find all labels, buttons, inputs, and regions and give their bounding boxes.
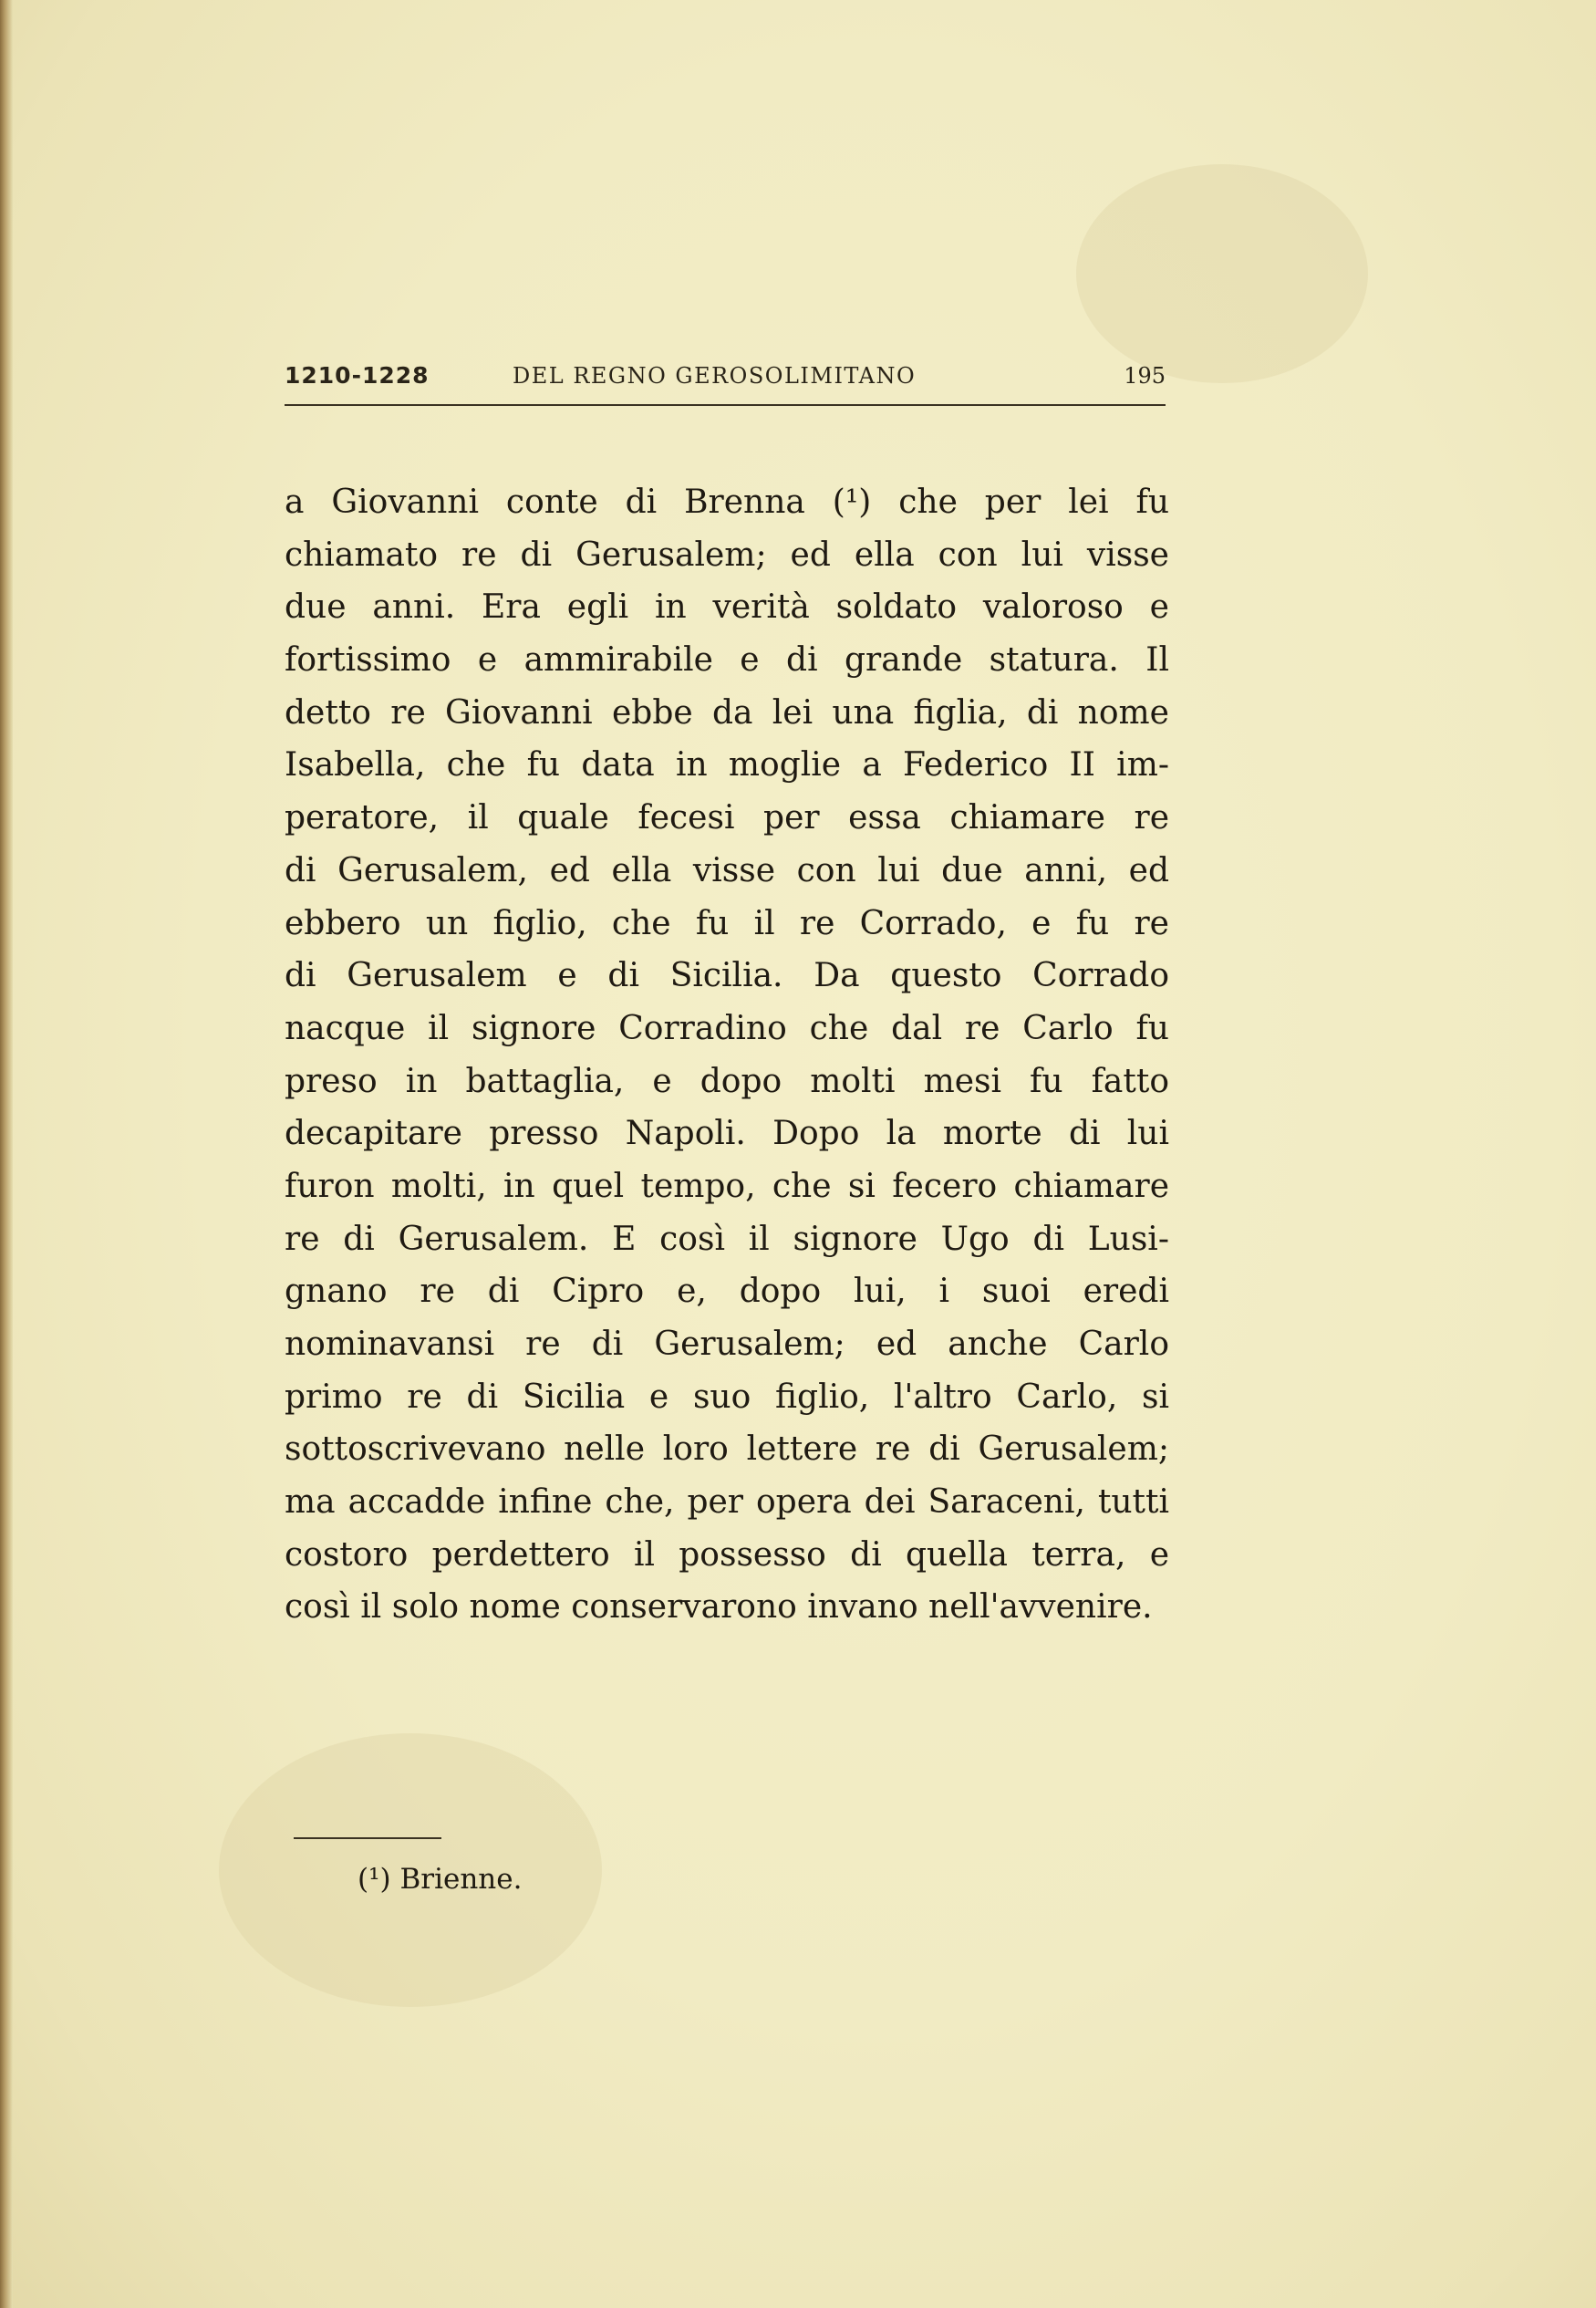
text-line: di Gerusalem e di Sicilia. Da questo Corrado: [285, 957, 1169, 995]
text-line: re di Gerusalem. E così il signore Ugo di Lusi-: [285, 1220, 1169, 1258]
running-header: [285, 359, 1166, 395]
header-title: DEL REGNO GEROSOLIMITANO: [513, 363, 917, 389]
text-line: ma accadde infine che, per opera dei Saraceni, tutti: [285, 1483, 1169, 1522]
text-line: nominavansi re di Gerusalem; ed anche Carlo: [285, 1326, 1169, 1363]
text-line: peratore, il quale fecesi per essa chiamare re: [285, 799, 1169, 837]
text-line: furon molti, in quel tempo, che si fecero chiamare: [285, 1167, 1169, 1205]
text-line: fortissimo e ammirabile e di grande statura. Il: [285, 641, 1169, 680]
text-line: di Gerusalem, ed ella visse con lui due anni, ed: [285, 851, 1169, 889]
text-line: chiamato re di Gerusalem; ed ella con lui visse: [285, 535, 1169, 574]
page-number: 195: [1124, 363, 1166, 389]
text-line: ebbero un figlio, che fu il re Corrado, e fu re: [285, 904, 1169, 942]
paper-stain: [1076, 164, 1368, 383]
text-line: preso in battaglia, e dopo molti mesi fu fatto: [285, 1062, 1169, 1100]
header-rule: [285, 404, 1166, 406]
text-line: costoro perdettero il possesso di quella terra, e: [285, 1535, 1169, 1574]
text-line: a Giovanni conte di Brenna (¹) che per lei fu: [285, 483, 1169, 521]
footnote: (¹) Brienne.: [358, 1863, 523, 1896]
text-line: sottoscrivevano nelle loro lettere re di Gerusalem;: [285, 1430, 1169, 1469]
main-text: [285, 476, 1169, 1634]
footnote-rule: [294, 1837, 441, 1839]
text-line: nacque il signore Corradino che dal re Carlo fu: [285, 1009, 1169, 1047]
text-line: Isabella, che fu data in moglie a Federico II im-: [285, 746, 1169, 785]
page-spine-edge: [0, 0, 13, 2308]
text-line: due anni. Era egli in verità soldato valoroso e: [285, 588, 1169, 627]
text-line: detto re Giovanni ebbe da lei una figlia, di nome: [285, 693, 1169, 732]
header-years: 1210-1228: [285, 362, 430, 389]
text-line: gnano re di Cipro e, dopo lui, i suoi eredi: [285, 1273, 1169, 1311]
text-line: decapitare presso Napoli. Dopo la morte di lui: [285, 1115, 1169, 1153]
text-line: primo re di Sicilia e suo figlio, l'altro Carlo, si: [285, 1378, 1169, 1416]
text-line: così il solo nome conservarono invano nell'avvenire.: [285, 1588, 1153, 1627]
